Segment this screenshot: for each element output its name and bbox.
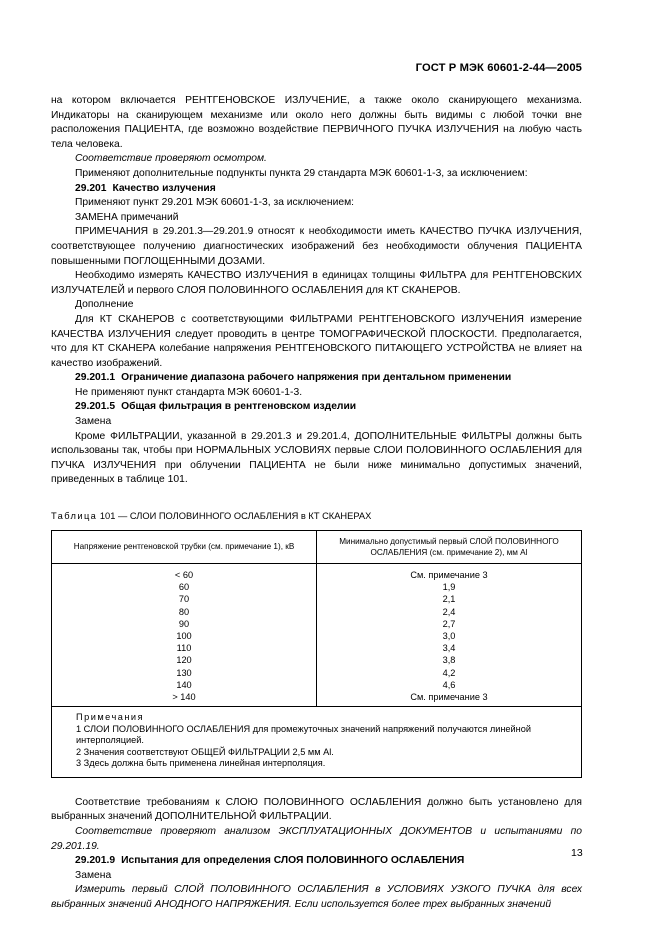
section-heading-29-201-9 [51,854,582,869]
voltage-cell: 140 [52,679,317,691]
paragraph: Измерить первый СЛОЙ ПОЛОВИННОГО ОСЛАБЛЕНИЯ в УСЛОВИЯХ УЗКОГО ПУЧКА для всех выбранных значений АНОДНОГО НАПРЯЖЕНИЯ. Если используется более трех выбранных значений [51,884,582,910]
paragraph: Замена [75,416,112,428]
section-number: 29.201.5 [75,401,116,413]
table-row [52,564,582,582]
voltage-cell: 90 [52,618,317,630]
page-body [51,94,582,913]
notes-heading: Примечания [76,712,145,723]
table-row [52,618,582,630]
section-title: Качество излучения [112,182,216,194]
paragraph: Дополнение [75,299,134,311]
hvl-cell: 2,1 [317,593,582,605]
voltage-cell: 120 [52,654,317,666]
hvl-cell: 3,0 [317,630,582,642]
column-header-voltage: Напряжение рентгеновской трубки (см. примечание 1), кВ [52,530,317,563]
table-row [52,654,582,666]
paragraph: ПРИМЕЧАНИЯ в 29.201.3—29.201.9 относят к необходимости иметь КАЧЕСТВО ПУЧКА ИЗЛУЧЕНИЯ, соответствующее получению диагностических изображений без необходимости облучения ПАЦИЕНТА повышенными ПОГЛОЩЕННЫМИ ДОЗАМИ. [51,226,582,267]
paragraph: на котором включается РЕНТГЕНОВСКОЕ ИЗЛУЧЕНИЕ, а также около сканирующего механизма. Индикаторы на сканирующем механизме или около него должны быть видимы с любой точки вне расположения ПАЦИЕНТА, где возможно воздействие ПЕРВИЧНОГО ПУЧКА ИЗЛУЧЕНИЯ на любую часть тела человека. [51,95,582,150]
table-notes [52,707,582,778]
hvl-cell: 2,7 [317,618,582,630]
section-title: Испытания для определения СЛОЯ ПОЛОВИННОГО ОСЛАБЛЕНИЯ [121,855,465,867]
table-caption-text: 101 — СЛОИ ПОЛОВИННОГО ОСЛАБЛЕНИЯ в КТ СКАНЕРАХ [99,511,372,522]
section-number: 29.201.9 [75,855,116,867]
half-value-layer-table [51,530,582,778]
note-2: 2 Значения соответствуют ОБЩЕЙ ФИЛЬТРАЦИИ 2,5 мм Al. [76,746,334,757]
hvl-cell: 4,6 [317,679,582,691]
document-header: ГОСТ Р МЭК 60601-2-44—2005 [415,62,582,74]
section-heading-29-201-1 [51,371,582,386]
voltage-cell: 70 [52,593,317,605]
voltage-cell: < 60 [52,564,317,582]
paragraph: Применяют дополнительные подпункты пункта 29 стандарта МЭК 60601-1-3, за исключением: [75,167,528,179]
hvl-cell: 1,9 [317,581,582,593]
hvl-cell: 4,2 [317,667,582,679]
hvl-cell: См. примечание 3 [317,691,582,707]
note-1: 1 СЛОИ ПОЛОВИННОГО ОСЛАБЛЕНИЯ для промежуточных значений напряжений получаются линейной интерполяцией. [76,723,531,746]
paragraph: ЗАМЕНА примечаний [75,211,179,223]
voltage-cell: 60 [52,581,317,593]
hvl-cell: 2,4 [317,606,582,618]
table-row [52,691,582,707]
section-title: Общая фильтрация в рентгеновском изделии [121,401,357,413]
section-title: Ограничение диапазона рабочего напряжения при дентальном применении [121,372,512,384]
hvl-cell: 3,8 [317,654,582,666]
paragraph: Для КТ СКАНЕРОВ с соответствующими ФИЛЬТРАМИ РЕНТГЕНОВСКОГО ИЗЛУЧЕНИЯ измерение КАЧЕСТВА ИЗЛУЧЕНИЯ следует проводить в центре ТОМОГРАФИЧЕСКОЙ ПЛОСКОСТИ. Предполагается, что для КТ СКАНЕРА колебание напряжения РЕНТГЕНОВСКОГО ПИТАЮЩЕГО УСТРОЙСТВА не влияет на качество изображений. [51,313,582,369]
table-row [52,581,582,593]
compliance-note: Соответствие проверяют анализом ЭКСПЛУАТАЦИОННЫХ ДОКУМЕНТОВ и испытаниями по 29.201.19. [51,825,582,852]
voltage-cell: 130 [52,667,317,679]
section-heading-29-201-5 [51,400,582,415]
table-row [52,593,582,605]
note-3: 3 Здесь должна быть применена линейная интерполяция. [76,758,326,769]
column-header-hvl: Минимально допустимый первый СЛОЙ ПОЛОВИННОГО ОСЛАБЛЕНИЯ (см. примечание 2), мм Al [317,530,582,563]
paragraph: Необходимо измерять КАЧЕСТВО ИЗЛУЧЕНИЯ в единицах толщины ФИЛЬТРА для РЕНТГЕНОВСКИХ ИЗЛУЧАТЕЛЕЙ и первого СЛОЯ ПОЛОВИННОГО ОСЛАБЛЕНИЯ для КТ СКАНЕРОВ. [51,270,582,296]
voltage-cell: 110 [52,642,317,654]
voltage-cell: 80 [52,606,317,618]
paragraph: Не применяют пункт стандарта МЭК 60601-1-3. [75,386,303,398]
table-row [52,667,582,679]
table-row [52,642,582,654]
compliance-note: Соответствие проверяют осмотром. [75,153,267,165]
hvl-cell: См. примечание 3 [317,564,582,582]
table-row [52,606,582,618]
section-heading-29-201 [51,182,582,197]
page-number: 13 [571,847,583,859]
table-caption-label: Таблица [51,511,98,522]
paragraph: Применяют пункт 29.201 МЭК 60601-1-3, за исключением: [75,197,355,209]
table-notes-row [52,707,582,778]
paragraph: Кроме ФИЛЬТРАЦИИ, указанной в 29.201.3 и 29.201.4, ДОПОЛНИТЕЛЬНЫЕ ФИЛЬТРЫ должны быть использованы так, чтобы при НОРМАЛЬНЫХ УСЛОВИЯХ первые СЛОИ ПОЛОВИННОГО ОСЛАБЛЕНИЯ для ПУЧКА ИЗЛУЧЕНИЯ при облучении ПАЦИЕНТА не были ниже минимально допустимых значений, приведенных в таблице 101. [51,430,582,486]
paragraph: Соответствие требованиям к СЛОЮ ПОЛОВИННОГО ОСЛАБЛЕНИЯ должно быть установлено для выбранных значений ДОПОЛНИТЕЛЬНОЙ ФИЛЬТРАЦИИ. [51,796,582,823]
section-number: 29.201 [75,182,107,194]
hvl-cell: 3,4 [317,642,582,654]
voltage-cell: > 140 [52,691,317,707]
table-row [52,679,582,691]
table-caption [51,509,582,524]
section-number: 29.201.1 [75,372,116,384]
paragraph: Замена [75,869,112,881]
voltage-cell: 100 [52,630,317,642]
table-row [52,630,582,642]
